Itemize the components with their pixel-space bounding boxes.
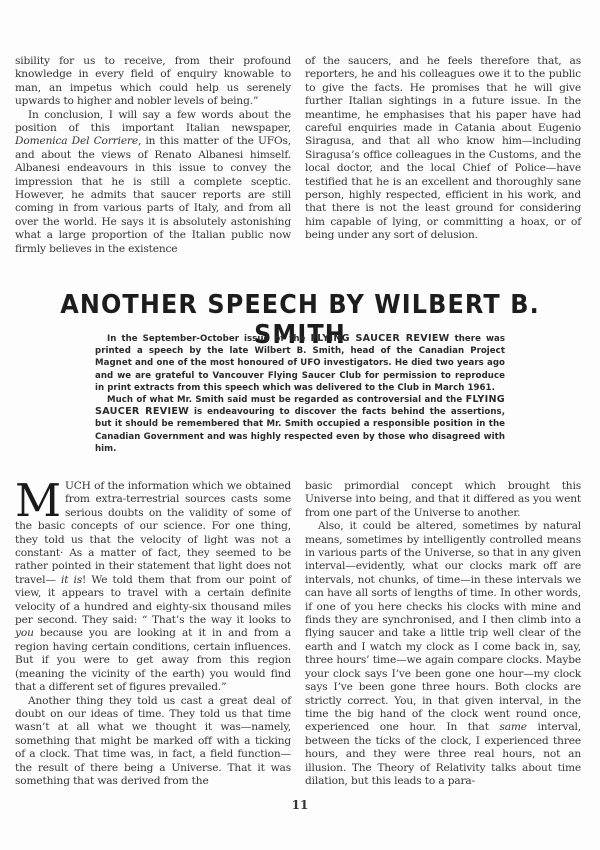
column-top-right <box>305 55 581 243</box>
column-top-left <box>15 55 291 256</box>
page-number: 11 <box>291 798 309 812</box>
paragraph: Another thing they told us cast a great deal of doubt on our ideas of time. They told us that time wasn’t at all what we thought it was—namely, something that might be marked off with a ticking of a clock. That time was, in fact, a field function—the result of there being a Universe. That it was something that was derived from the <box>15 694 291 787</box>
article-title: ANOTHER SPEECH BY WILBERT B. SMITH <box>60 290 540 350</box>
article-intro <box>95 333 505 455</box>
column-bottom-right <box>305 480 581 788</box>
text-run: Also, it could be altered, sometimes by natural means, sometimes by intelligently controlled means in various parts of the Universe, so that in any given interval—evidently, what our clocks mark off are intervals, not chunks, of time—in these intervals we can have all sorts of lengths of time. In other words, if one of you here checks his clocks with mine and finds they are synchronised, and I then climb into a flying saucer and take a little trip well clear of the earth and I watch my clock as I come back in, say, three hours’ time—we again compare clocks. Maybe your clock says I’ve been gone one hour—my clock says I’ve been gone three hours. Both clocks are strictly correct. You, in that given interval, in the time the big hand of the clock went round once, experienced one hour. In that <box>305 520 581 734</box>
paragraph: basic primordial concept which brought this Universe into being, and that it differed as you went from one part of the Universe to another. <box>305 480 581 519</box>
intro-paragraph <box>95 333 505 394</box>
text-run: , in this matter of the UFOs, and about the views of Renato Albanesi himself. Albanesi endeavours in this issue to convey the impression that he is still a complete sceptic. However, he admits that saucer reports are still coming in from various parts of Italy, and from all over the world. He says it is absolutely astonishing what a large proportion of the Italian public now firmly believes in the existence <box>15 135 291 255</box>
paragraph <box>15 474 292 695</box>
emphasis: it is <box>61 573 83 586</box>
newspaper-name: Domenica Del Corriere <box>15 135 138 148</box>
text-run: because you are looking at it in and from a region having certain conditions, certain influences. But if you were to get away from this region (meaning the vicinity of the earth) you would find that a different set of figures prevailed.” <box>15 627 291 694</box>
drop-cap: M <box>15 474 61 527</box>
publication-name: FLYING SAUCER REVIEW <box>310 333 450 344</box>
text-run: is endeavouring to discover the facts behind the assertions, but it should be remembered that Mr. Smith occupied a responsible position in the Canadian Government and was highly respected even by those who disagreed with him. <box>95 407 506 454</box>
text-run: interval, between the ticks of the clock, I experienced three hours, and they were three real hours, not an illusion. The Theory of Relativity talks about time dilation, but this leads to a para- <box>305 721 581 787</box>
column-bottom-left <box>15 474 292 788</box>
intro-paragraph <box>95 394 505 455</box>
publication-name: FLYING SAUCER REVIEW <box>95 394 505 418</box>
text-run: In conclusion, I will say a few words about the position of this important Italian newspaper, <box>15 108 291 135</box>
text-run: In the September-October issue of the <box>107 334 311 344</box>
text-run: UCH of the information which we obtained from extra-terrestrial sources casts some serious doubts on the validity of some of the basic concepts of our science. For one thing, they told us that the velocity of light was not a constant· As a matter of fact, they seemed to be rather pointed in their statement that light does not travel— <box>15 480 291 586</box>
paragraph: of the saucers, and he feels therefore that, as reporters, he and his colleagues owe it to the public to give the facts. He promises that he will give further Italian sightings in a future issue. In the meantime, he emphasises that his paper have had careful enquiries made in Catania about Eugenio Siragusa, and that all who know him—including Siragusa’s office colleagues in the Customs, and the local doctor, and the local Chief of Police—have testified that he is an excellent and thoroughly sane person, highly respected, efficient in his work, and that there is not the least ground for considering him capable of lying, or committing a hoax, or of being under any sort of delusion. <box>305 55 581 242</box>
paragraph <box>15 109 291 256</box>
emphasis: you <box>15 627 34 640</box>
text-run: Much of what Mr. Smith said must be regarded as controversial and the <box>107 395 466 406</box>
paragraph <box>305 520 581 788</box>
text-run: there was printed a speech by the late Wilbert B. Smith, head of the Canadian Project Magnet and one of the most honoured of UFO investigators. He died two years ago and we are grateful to Vancouver Flying Saucer Club for permission to reproduce in print extracts from this speech which was delivered to the Club in March 1961. <box>95 334 505 393</box>
emphasis: same <box>499 721 527 734</box>
text-run: ! We told them that from our point of view, it appears to travel with a certain definite velocity of a hundred and eighty-six thousand miles per second. They said: “ That’s the way it looks to <box>15 573 292 627</box>
paragraph: sibility for us to receive, from their profound knowledge in every field of enquiry knowable to man, an impetus which could help us serenely upwards to higher and nobler levels of being.” <box>15 55 291 108</box>
